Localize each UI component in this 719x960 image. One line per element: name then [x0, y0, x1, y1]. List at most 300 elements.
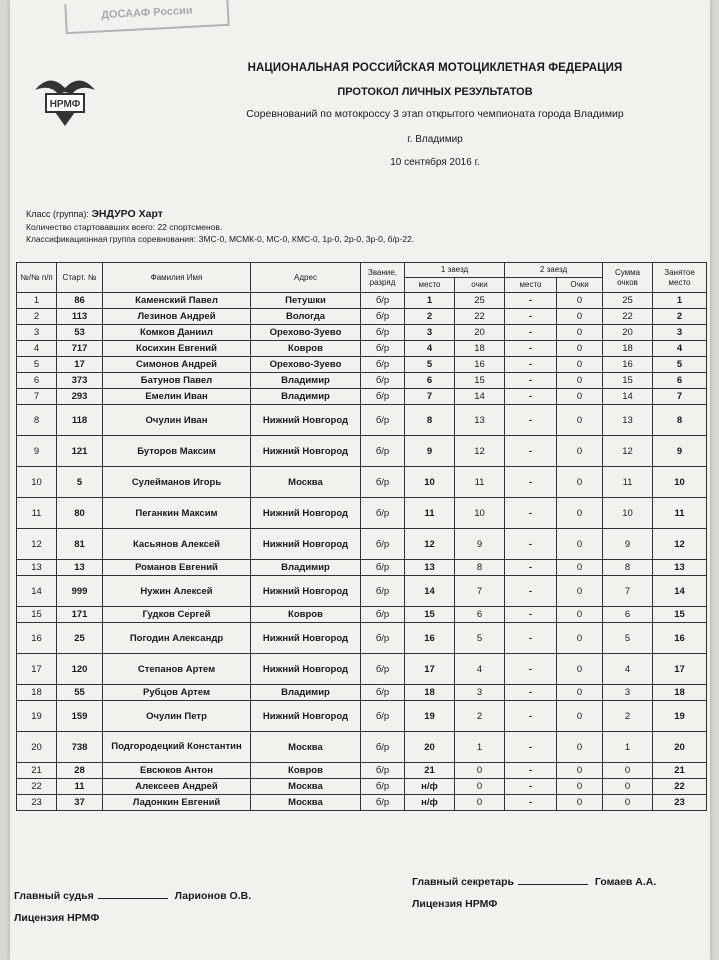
class-info	[26, 208, 414, 246]
race1-points: 12	[455, 436, 505, 467]
judge-label: Главный судья	[14, 890, 94, 902]
final-place: 8	[653, 405, 707, 436]
race1-place: 15	[405, 607, 455, 623]
rider-address: Владимир	[251, 389, 361, 405]
start-number: 13	[57, 560, 103, 576]
col-total: Сумма очков	[603, 263, 653, 293]
rider-address: Нижний Новгород	[251, 576, 361, 607]
start-number: 80	[57, 498, 103, 529]
table-row	[17, 795, 707, 811]
start-number: 171	[57, 607, 103, 623]
rider-rank: б/р	[361, 498, 405, 529]
final-place: 4	[653, 341, 707, 357]
table-row	[17, 576, 707, 607]
row-number: 23	[17, 795, 57, 811]
rider-address: Нижний Новгород	[251, 654, 361, 685]
row-number: 22	[17, 779, 57, 795]
rider-name: Буторов Максим	[103, 436, 251, 467]
protocol-title: ПРОТОКОЛ ЛИЧНЫХ РЕЗУЛЬТАТОВ	[337, 86, 533, 98]
final-place: 7	[653, 389, 707, 405]
total-points: 9	[603, 529, 653, 560]
rider-rank: б/р	[361, 293, 405, 309]
final-place: 1	[653, 293, 707, 309]
race2-place: -	[505, 685, 557, 701]
race2-points: 0	[557, 529, 603, 560]
col-race1-points: очки	[455, 278, 505, 293]
rider-name: Пеганкин Максим	[103, 498, 251, 529]
race2-points: 0	[557, 623, 603, 654]
table-row	[17, 654, 707, 685]
table-row	[17, 732, 707, 763]
race2-place: -	[505, 529, 557, 560]
race1-place: 12	[405, 529, 455, 560]
judge-name: Ларионов О.В.	[174, 890, 252, 902]
race1-place: 9	[405, 436, 455, 467]
total-points: 5	[603, 623, 653, 654]
table-row	[17, 623, 707, 654]
race2-place: -	[505, 763, 557, 779]
rider-rank: б/р	[361, 607, 405, 623]
col-no: №/№ п/п	[17, 263, 57, 293]
total-points: 2	[603, 701, 653, 732]
rider-address: Ковров	[251, 763, 361, 779]
rider-name: Романов Евгений	[103, 560, 251, 576]
event-city: г. Владимир	[407, 134, 463, 145]
total-points: 0	[603, 795, 653, 811]
row-number: 21	[17, 763, 57, 779]
rider-rank: б/р	[361, 779, 405, 795]
race1-place: 8	[405, 405, 455, 436]
race1-place: 1	[405, 293, 455, 309]
race2-points: 0	[557, 325, 603, 341]
total-points: 6	[603, 607, 653, 623]
secretary-label: Главный секретарь	[412, 876, 514, 888]
final-place: 6	[653, 373, 707, 389]
class-value: ЭНДУРО Харт	[91, 208, 163, 220]
race1-place: 16	[405, 623, 455, 654]
rider-address: Орехово-Зуево	[251, 357, 361, 373]
rider-name: Гудков Сергей	[103, 607, 251, 623]
start-number: 55	[57, 685, 103, 701]
rider-address: Петушки	[251, 293, 361, 309]
rider-rank: б/р	[361, 701, 405, 732]
row-number: 8	[17, 405, 57, 436]
race1-points: 2	[455, 701, 505, 732]
total-points: 20	[603, 325, 653, 341]
race1-place: н/ф	[405, 779, 455, 795]
row-number: 14	[17, 576, 57, 607]
race1-place: 20	[405, 732, 455, 763]
race2-place: -	[505, 325, 557, 341]
race2-place: -	[505, 701, 557, 732]
start-number: 11	[57, 779, 103, 795]
total-points: 3	[603, 685, 653, 701]
rider-name: Алексеев Андрей	[103, 779, 251, 795]
rider-name: Ладонкин Евгений	[103, 795, 251, 811]
race1-points: 25	[455, 293, 505, 309]
rider-name: Симонов Андрей	[103, 357, 251, 373]
race2-place: -	[505, 309, 557, 325]
final-place: 3	[653, 325, 707, 341]
rider-name: Подгородецкий Константин	[103, 732, 251, 763]
row-number: 12	[17, 529, 57, 560]
race1-points: 10	[455, 498, 505, 529]
row-number: 19	[17, 701, 57, 732]
race1-points: 0	[455, 779, 505, 795]
total-points: 4	[603, 654, 653, 685]
row-number: 17	[17, 654, 57, 685]
row-number: 6	[17, 373, 57, 389]
rider-address: Москва	[251, 732, 361, 763]
license-right: Лицензия НРМФ	[412, 898, 498, 910]
rider-address: Нижний Новгород	[251, 529, 361, 560]
start-number: 5	[57, 467, 103, 498]
rider-name: Каменский Павел	[103, 293, 251, 309]
race2-points: 0	[557, 293, 603, 309]
race2-points: 0	[557, 373, 603, 389]
race1-place: 5	[405, 357, 455, 373]
race2-place: -	[505, 779, 557, 795]
race2-place: -	[505, 357, 557, 373]
race2-place: -	[505, 293, 557, 309]
race1-points: 20	[455, 325, 505, 341]
row-number: 20	[17, 732, 57, 763]
row-number: 2	[17, 309, 57, 325]
total-points: 15	[603, 373, 653, 389]
rider-name: Косихин Евгений	[103, 341, 251, 357]
race2-points: 0	[557, 467, 603, 498]
final-place: 21	[653, 763, 707, 779]
rider-name: Очулин Иван	[103, 405, 251, 436]
rider-name: Лезинов Андрей	[103, 309, 251, 325]
rider-address: Ковров	[251, 341, 361, 357]
race2-place: -	[505, 623, 557, 654]
col-race2-points: Очки	[557, 278, 603, 293]
race2-place: -	[505, 654, 557, 685]
race2-points: 0	[557, 654, 603, 685]
race2-points: 0	[557, 795, 603, 811]
start-number: 86	[57, 293, 103, 309]
race1-place: н/ф	[405, 795, 455, 811]
race1-points: 9	[455, 529, 505, 560]
rider-rank: б/р	[361, 654, 405, 685]
total-points: 12	[603, 436, 653, 467]
race2-place: -	[505, 607, 557, 623]
rider-rank: б/р	[361, 685, 405, 701]
rider-rank: б/р	[361, 623, 405, 654]
start-number: 120	[57, 654, 103, 685]
total-points: 18	[603, 341, 653, 357]
race2-place: -	[505, 373, 557, 389]
document-header	[10, 62, 710, 168]
table-row	[17, 293, 707, 309]
final-place: 16	[653, 623, 707, 654]
race2-points: 0	[557, 405, 603, 436]
race1-place: 7	[405, 389, 455, 405]
start-number: 717	[57, 341, 103, 357]
race1-points: 22	[455, 309, 505, 325]
rider-name: Батунов Павел	[103, 373, 251, 389]
final-place: 11	[653, 498, 707, 529]
row-number: 7	[17, 389, 57, 405]
race2-points: 0	[557, 763, 603, 779]
race2-place: -	[505, 389, 557, 405]
stamp: ДОСААФ России	[64, 0, 229, 34]
race2-points: 0	[557, 685, 603, 701]
rider-address: Нижний Новгород	[251, 405, 361, 436]
start-number: 293	[57, 389, 103, 405]
col-race1-place: место	[405, 278, 455, 293]
final-place: 14	[653, 576, 707, 607]
table-row	[17, 325, 707, 341]
secretary-name: Гомаев А.А.	[594, 876, 657, 888]
event-date: 10 сентября 2016 г.	[390, 157, 480, 168]
license-left: Лицензия НРМФ	[14, 912, 100, 924]
race1-points: 0	[455, 763, 505, 779]
race1-place: 13	[405, 560, 455, 576]
total-points: 11	[603, 467, 653, 498]
rider-address: Москва	[251, 795, 361, 811]
rider-rank: б/р	[361, 467, 405, 498]
race2-points: 0	[557, 357, 603, 373]
col-race2-place: место	[505, 278, 557, 293]
start-number: 999	[57, 576, 103, 607]
race1-points: 13	[455, 405, 505, 436]
rider-rank: б/р	[361, 560, 405, 576]
race2-points: 0	[557, 732, 603, 763]
row-number: 16	[17, 623, 57, 654]
row-number: 10	[17, 467, 57, 498]
final-place: 19	[653, 701, 707, 732]
table-row	[17, 498, 707, 529]
rider-name: Емелин Иван	[103, 389, 251, 405]
table-row	[17, 560, 707, 576]
race1-points: 8	[455, 560, 505, 576]
race1-place: 21	[405, 763, 455, 779]
final-place: 20	[653, 732, 707, 763]
race1-points: 6	[455, 607, 505, 623]
table-row	[17, 389, 707, 405]
start-number: 25	[57, 623, 103, 654]
race2-points: 0	[557, 576, 603, 607]
rider-name: Степанов Артем	[103, 654, 251, 685]
race1-place: 11	[405, 498, 455, 529]
rider-address: Нижний Новгород	[251, 436, 361, 467]
race1-points: 5	[455, 623, 505, 654]
rider-name: Погодин Александр	[103, 623, 251, 654]
rider-rank: б/р	[361, 529, 405, 560]
start-number: 28	[57, 763, 103, 779]
final-place: 23	[653, 795, 707, 811]
row-number: 15	[17, 607, 57, 623]
final-place: 13	[653, 560, 707, 576]
race1-points: 11	[455, 467, 505, 498]
final-place: 12	[653, 529, 707, 560]
race2-place: -	[505, 436, 557, 467]
total-points: 10	[603, 498, 653, 529]
rider-name: Нужин Алексей	[103, 576, 251, 607]
rider-rank: б/р	[361, 732, 405, 763]
rider-address: Вологда	[251, 309, 361, 325]
table-row	[17, 701, 707, 732]
total-points: 0	[603, 763, 653, 779]
table-row	[17, 341, 707, 357]
race2-place: -	[505, 576, 557, 607]
rider-address: Нижний Новгород	[251, 623, 361, 654]
row-number: 5	[17, 357, 57, 373]
race2-points: 0	[557, 498, 603, 529]
race1-place: 19	[405, 701, 455, 732]
table-row	[17, 685, 707, 701]
rider-rank: б/р	[361, 389, 405, 405]
total-points: 25	[603, 293, 653, 309]
start-number: 121	[57, 436, 103, 467]
rider-rank: б/р	[361, 325, 405, 341]
race2-points: 0	[557, 779, 603, 795]
race2-points: 0	[557, 389, 603, 405]
final-place: 2	[653, 309, 707, 325]
col-start: Старт. №	[57, 263, 103, 293]
final-place: 18	[653, 685, 707, 701]
rider-address: Орехово-Зуево	[251, 325, 361, 341]
race1-points: 3	[455, 685, 505, 701]
row-number: 4	[17, 341, 57, 357]
rider-name: Очулин Петр	[103, 701, 251, 732]
race2-points: 0	[557, 560, 603, 576]
row-number: 3	[17, 325, 57, 341]
race2-place: -	[505, 405, 557, 436]
row-number: 11	[17, 498, 57, 529]
race2-place: -	[505, 795, 557, 811]
final-place: 15	[653, 607, 707, 623]
rider-address: Владимир	[251, 373, 361, 389]
race1-place: 18	[405, 685, 455, 701]
table-row	[17, 779, 707, 795]
row-number: 13	[17, 560, 57, 576]
race1-place: 14	[405, 576, 455, 607]
race1-points: 14	[455, 389, 505, 405]
rider-rank: б/р	[361, 373, 405, 389]
col-race2: 2 заезд	[505, 263, 603, 278]
start-number: 53	[57, 325, 103, 341]
race1-place: 17	[405, 654, 455, 685]
document-sheet	[10, 0, 710, 960]
rider-name: Сулейманов Игорь	[103, 467, 251, 498]
rider-address: Ковров	[251, 607, 361, 623]
total-points: 8	[603, 560, 653, 576]
rider-address: Нижний Новгород	[251, 701, 361, 732]
race2-place: -	[505, 498, 557, 529]
race2-place: -	[505, 560, 557, 576]
rider-name: Касьянов Алексей	[103, 529, 251, 560]
start-number: 738	[57, 732, 103, 763]
final-place: 22	[653, 779, 707, 795]
event-title: Соревнований по мотокроссу 3 этап открытого чемпионата города Владимир	[246, 108, 624, 120]
chief-secretary-signature	[412, 876, 656, 888]
participant-count: Количество стартовавших всего: 22 спортсменов.	[26, 222, 223, 232]
race2-points: 0	[557, 436, 603, 467]
classification-group: Классификационная группа соревнования: ЗМС-0, МСМК-0, МС-0, КМС-0, 1р-0, 2р-0, 3р-0, б/р-22.	[26, 234, 415, 244]
race2-place: -	[505, 467, 557, 498]
total-points: 22	[603, 309, 653, 325]
rider-rank: б/р	[361, 576, 405, 607]
rider-address: Владимир	[251, 560, 361, 576]
rider-rank: б/р	[361, 763, 405, 779]
col-address: Адрес	[251, 263, 361, 293]
race1-place: 10	[405, 467, 455, 498]
race1-place: 3	[405, 325, 455, 341]
start-number: 113	[57, 309, 103, 325]
final-place: 10	[653, 467, 707, 498]
race2-points: 0	[557, 701, 603, 732]
table-row	[17, 357, 707, 373]
rider-address: Владимир	[251, 685, 361, 701]
table-row	[17, 405, 707, 436]
row-number: 9	[17, 436, 57, 467]
start-number: 17	[57, 357, 103, 373]
rider-rank: б/р	[361, 795, 405, 811]
start-number: 37	[57, 795, 103, 811]
rider-name: Рубцов Артем	[103, 685, 251, 701]
race1-points: 16	[455, 357, 505, 373]
col-final: Занятое место	[653, 263, 707, 293]
start-number: 159	[57, 701, 103, 732]
rider-name: Комков Даниил	[103, 325, 251, 341]
rider-address: Нижний Новгород	[251, 498, 361, 529]
rider-rank: б/р	[361, 436, 405, 467]
rider-rank: б/р	[361, 309, 405, 325]
final-place: 17	[653, 654, 707, 685]
rider-address: Москва	[251, 467, 361, 498]
total-points: 14	[603, 389, 653, 405]
row-number: 1	[17, 293, 57, 309]
col-race1: 1 заезд	[405, 263, 505, 278]
total-points: 16	[603, 357, 653, 373]
rider-rank: б/р	[361, 357, 405, 373]
row-number: 18	[17, 685, 57, 701]
total-points: 1	[603, 732, 653, 763]
start-number: 373	[57, 373, 103, 389]
race1-points: 18	[455, 341, 505, 357]
table-row	[17, 529, 707, 560]
table-row	[17, 309, 707, 325]
final-place: 5	[653, 357, 707, 373]
final-place: 9	[653, 436, 707, 467]
race1-place: 6	[405, 373, 455, 389]
table-row	[17, 373, 707, 389]
race1-points: 4	[455, 654, 505, 685]
table-row	[17, 467, 707, 498]
total-points: 7	[603, 576, 653, 607]
race2-place: -	[505, 341, 557, 357]
start-number: 118	[57, 405, 103, 436]
race1-points: 1	[455, 732, 505, 763]
federation-title: НАЦИОНАЛЬНАЯ РОССИЙСКАЯ МОТОЦИКЛЕТНАЯ ФЕДЕРАЦИЯ	[247, 62, 623, 74]
rider-rank: б/р	[361, 341, 405, 357]
race2-points: 0	[557, 607, 603, 623]
start-number: 81	[57, 529, 103, 560]
total-points: 13	[603, 405, 653, 436]
race1-place: 4	[405, 341, 455, 357]
table-row	[17, 436, 707, 467]
table-row	[17, 763, 707, 779]
logo-text: НРМФ	[49, 99, 81, 110]
rider-address: Москва	[251, 779, 361, 795]
race1-points: 0	[455, 795, 505, 811]
race1-place: 2	[405, 309, 455, 325]
class-label: Класс (группа):	[26, 209, 89, 219]
chief-judge-signature	[14, 890, 251, 902]
